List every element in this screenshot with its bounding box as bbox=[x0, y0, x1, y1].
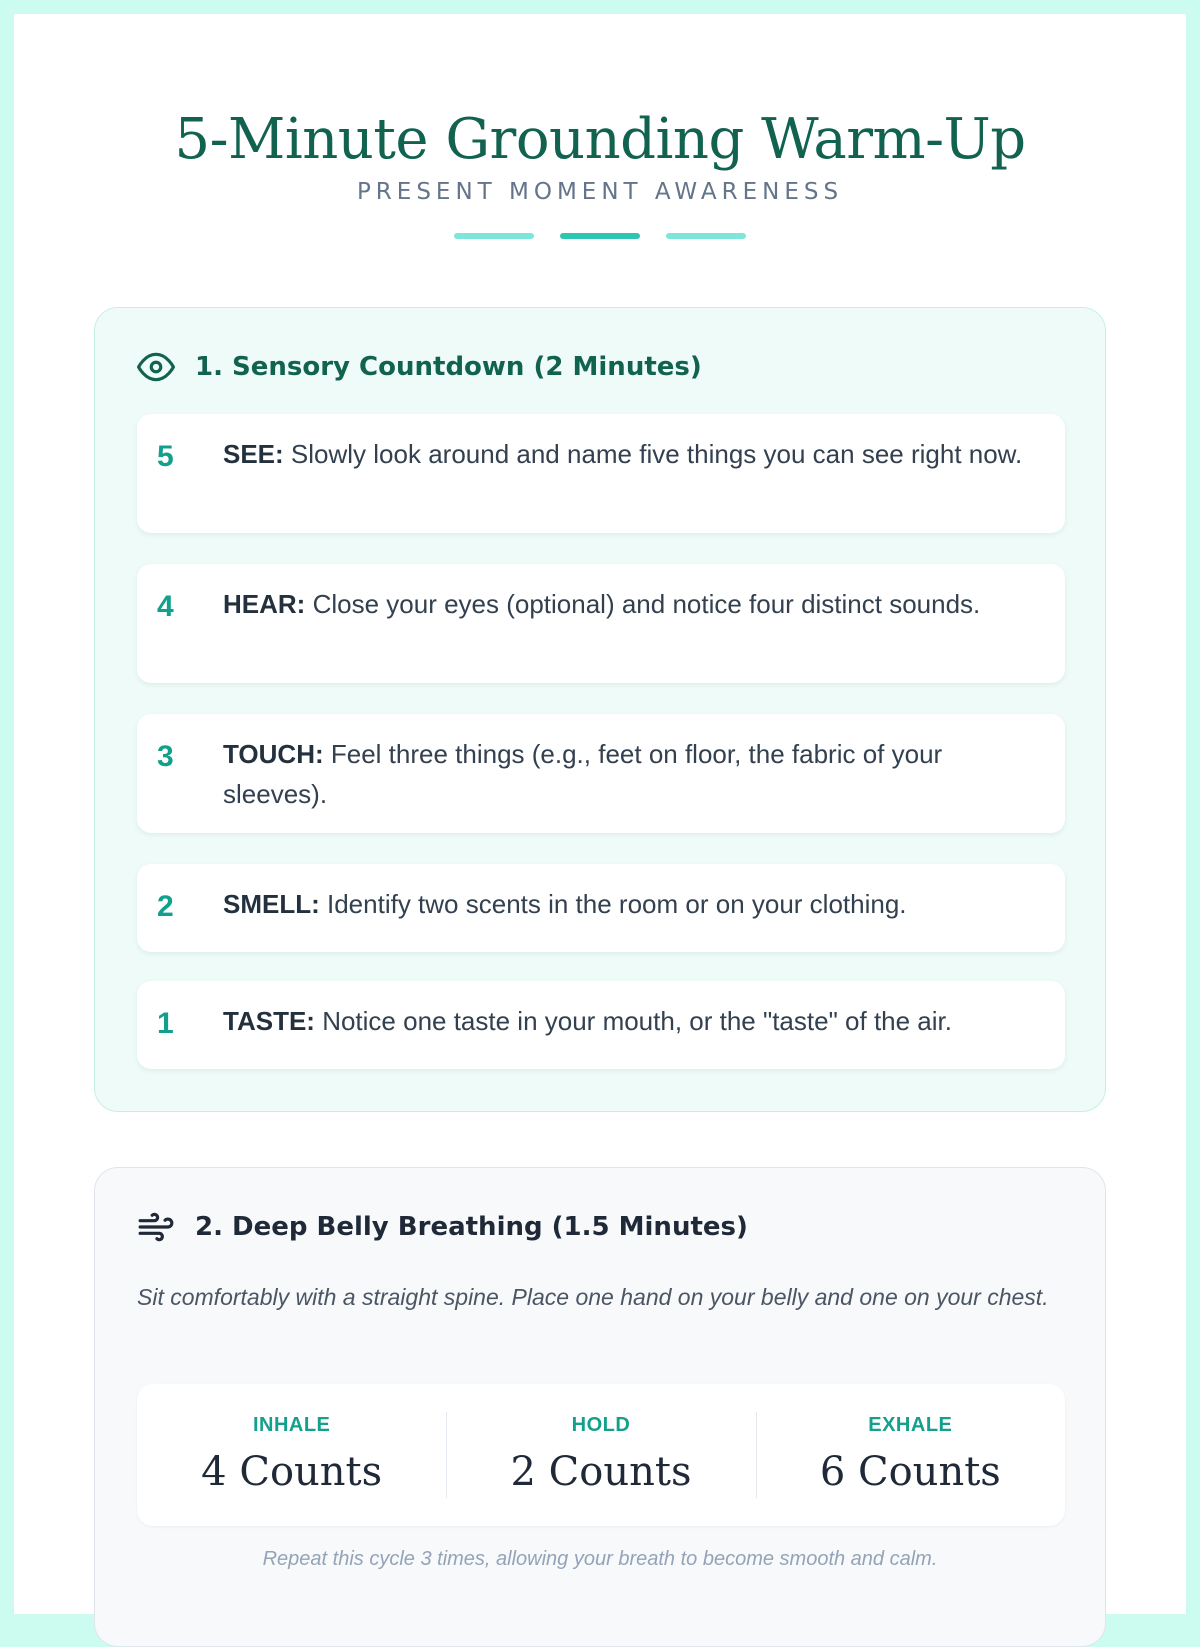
breathing-intro: Sit comfortably with a straight spine. Place one hand on your belly and one on your chest. bbox=[137, 1284, 1049, 1310]
sense-label: SEE: bbox=[223, 439, 284, 469]
sense-item-hear bbox=[137, 564, 1065, 683]
phase-hold bbox=[446, 1384, 755, 1526]
sense-text bbox=[223, 1001, 1035, 1041]
sense-item-taste bbox=[137, 981, 1065, 1069]
divider-bar bbox=[666, 233, 746, 239]
repeat-note: Repeat this cycle 3 times, allowing your breath to become smooth and calm. bbox=[262, 1548, 938, 1570]
card-header bbox=[95, 1168, 1105, 1246]
divider-bar bbox=[560, 233, 640, 239]
sense-description: Slowly look around and name five things you can see right now. bbox=[290, 439, 1023, 469]
phase-value: 4 Counts bbox=[201, 1449, 383, 1495]
divider-bar bbox=[454, 233, 534, 239]
section-heading: 2. Deep Belly Breathing (1.5 Minutes) bbox=[195, 1212, 748, 1242]
phase-label: HOLD bbox=[571, 1414, 631, 1436]
count-number: 3 bbox=[157, 740, 174, 773]
page-subtitle: PRESENT MOMENT AWARENESS bbox=[356, 179, 844, 206]
sense-text bbox=[223, 584, 1035, 624]
breathing-card bbox=[94, 1167, 1106, 1647]
phase-value: 2 Counts bbox=[510, 1449, 692, 1495]
eye-icon bbox=[137, 348, 175, 386]
count-number: 4 bbox=[157, 590, 174, 623]
header bbox=[14, 14, 1186, 239]
phase-exhale bbox=[756, 1384, 1065, 1526]
sense-item-see bbox=[137, 414, 1065, 533]
section-heading: 1. Sensory Countdown (2 Minutes) bbox=[195, 352, 702, 382]
phase-label: EXHALE bbox=[868, 1414, 953, 1436]
sense-item-touch bbox=[137, 714, 1065, 833]
sense-description: Close your eyes (optional) and notice four distinct sounds. bbox=[312, 589, 981, 619]
sense-text bbox=[223, 734, 1035, 814]
sense-label: HEAR: bbox=[223, 589, 306, 619]
sense-label: SMELL: bbox=[223, 889, 320, 919]
count-number: 5 bbox=[157, 440, 174, 473]
sense-description: Feel three things (e.g., feet on floor, the fabric of your sleeves). bbox=[223, 739, 943, 809]
sense-label: TASTE: bbox=[223, 1006, 315, 1036]
sense-description: Identify two scents in the room or on your clothing. bbox=[327, 889, 907, 919]
phase-inhale bbox=[137, 1384, 446, 1526]
page bbox=[14, 14, 1186, 1614]
decorative-divider bbox=[14, 233, 1186, 239]
phase-label: INHALE bbox=[252, 1414, 331, 1436]
sense-text bbox=[223, 884, 1035, 924]
sensory-countdown-card bbox=[94, 307, 1106, 1112]
page-title: 5-Minute Grounding Warm-Up bbox=[174, 107, 1026, 172]
count-number: 2 bbox=[157, 890, 174, 923]
sense-text bbox=[223, 434, 1035, 474]
breathing-counts bbox=[137, 1384, 1065, 1526]
sense-item-smell bbox=[137, 864, 1065, 952]
count-number: 1 bbox=[157, 1007, 174, 1040]
card-header bbox=[95, 308, 1105, 386]
phase-value: 6 Counts bbox=[819, 1449, 1001, 1495]
wind-icon bbox=[137, 1208, 175, 1246]
sense-label: TOUCH: bbox=[223, 739, 324, 769]
sense-description: Notice one taste in your mouth, or the "taste" of the air. bbox=[322, 1006, 952, 1036]
